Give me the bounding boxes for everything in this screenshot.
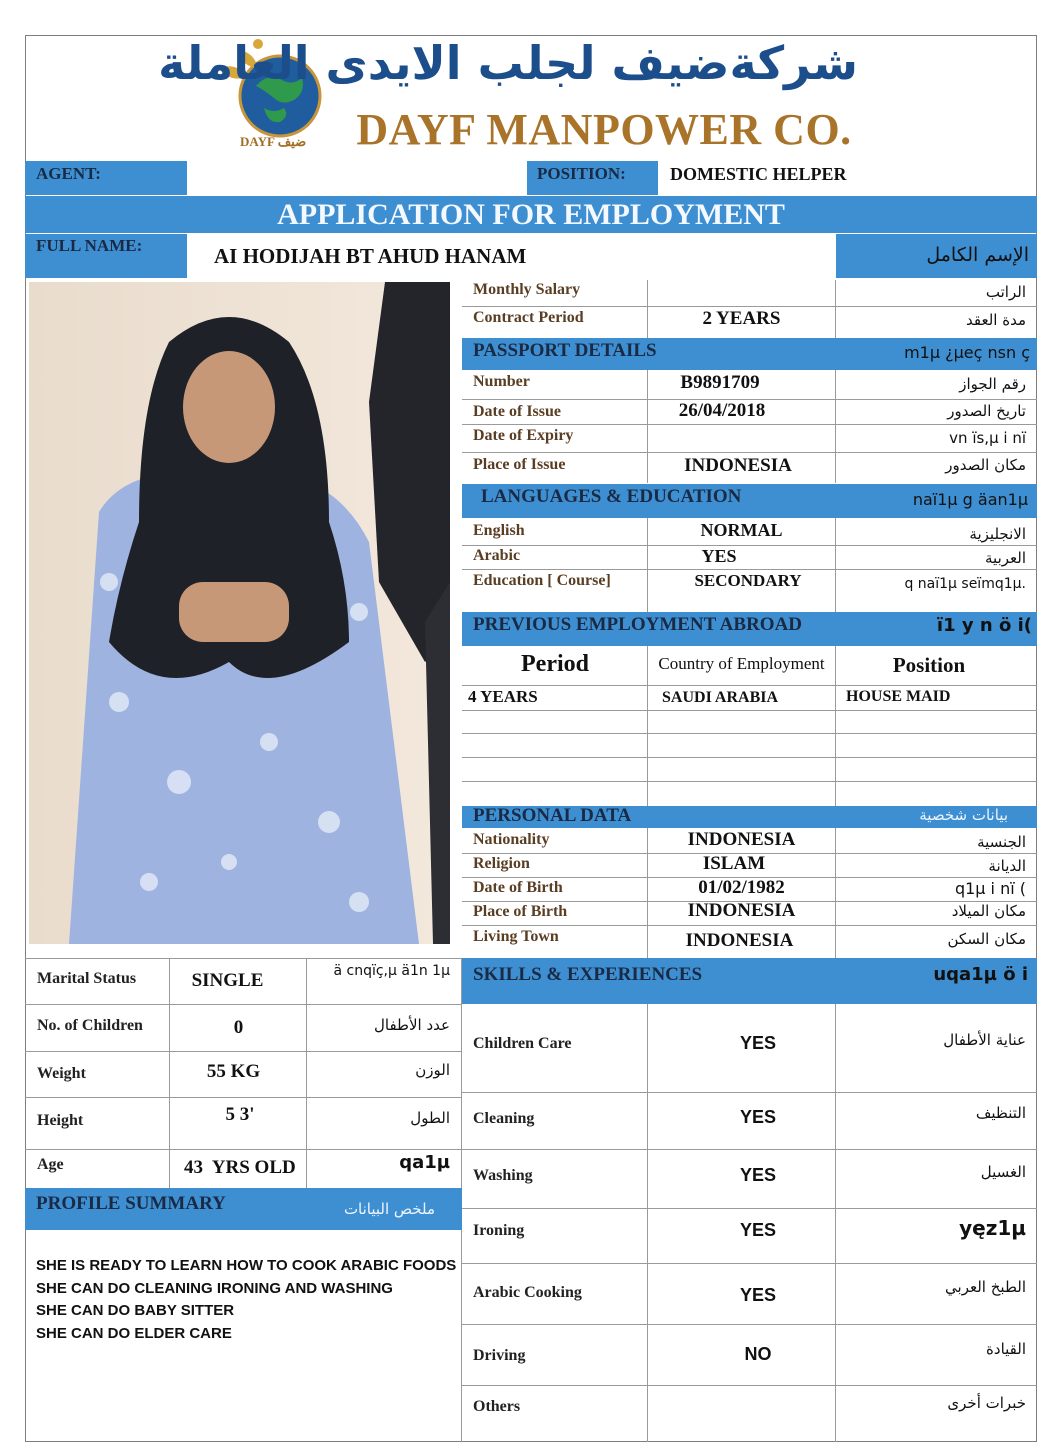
- date-of-birth-arabic: ) q1µ i nï: [954, 879, 1026, 898]
- age-label: Age: [37, 1156, 64, 1173]
- logo-caption: DAYF ضيف: [240, 134, 307, 149]
- english-value: NORMAL: [700, 520, 783, 540]
- children-value: 0: [233, 1017, 244, 1038]
- previous-position-1: HOUSE MAID: [846, 688, 951, 705]
- living-town-label: Living Town: [473, 928, 559, 945]
- company-english-name: DAYF MANPOWER CO.: [356, 105, 852, 154]
- row-line: [25, 1097, 462, 1098]
- left-table-top: [25, 958, 462, 959]
- nationality-label: Nationality: [473, 831, 550, 848]
- company-arabic-name: شركةضيف لجلب الايدى العاملة: [158, 36, 858, 90]
- age-arabic: qa1µ: [399, 1152, 450, 1173]
- height-label: Height: [37, 1112, 84, 1129]
- previous-heading: PREVIOUS EMPLOYMENT ABROAD: [473, 614, 803, 635]
- place-of-birth-arabic: مكان الميلاد: [951, 902, 1026, 920]
- col-position: Position: [892, 653, 966, 677]
- skill-others-label: Others: [473, 1398, 521, 1415]
- skill-others-arabic: خبرات أخرى: [947, 1394, 1026, 1412]
- row-line: [25, 1149, 462, 1150]
- weight-label: Weight: [37, 1065, 86, 1082]
- row-line: [25, 1004, 462, 1005]
- skill-cleaning-value: YES: [739, 1107, 777, 1127]
- nationality-arabic: الجنسية: [977, 833, 1026, 851]
- skill-ironing-label: Ironing: [473, 1222, 525, 1239]
- date-of-birth-label: Date of Birth: [473, 879, 563, 896]
- living-town-value: INDONESIA: [685, 930, 794, 951]
- skill-ironing-value: YES: [739, 1220, 777, 1240]
- skills-heading: SKILLS & EXPERIENCES: [473, 964, 703, 985]
- skill-washing-arabic: الغسيل: [980, 1163, 1026, 1181]
- row-line: [462, 710, 1037, 711]
- languages-heading: LANGUAGES & EDUCATION: [481, 486, 742, 507]
- row-line: [462, 569, 1037, 570]
- passport-number-label: Number: [473, 373, 530, 390]
- row-line: [462, 733, 1037, 734]
- arabic-arabic: العربية: [985, 549, 1026, 567]
- arabic-label: Arabic: [473, 547, 521, 564]
- profile-line-1: SHE IS READY TO LEARN HOW TO COOK ARABIC FOODS: [36, 1257, 457, 1274]
- skill-arabic-cooking-label: Arabic Cooking: [473, 1284, 582, 1301]
- weight-value: 55 KG: [206, 1061, 261, 1082]
- row-line: [25, 1051, 462, 1052]
- living-town-arabic: مكان السكن: [947, 930, 1026, 948]
- marital-status-label: Marital Status: [37, 970, 137, 987]
- children-label: No. of Children: [37, 1017, 143, 1034]
- position-label: POSITION:: [537, 164, 626, 183]
- contract-period-arabic: مدة العقد: [966, 311, 1026, 329]
- row-line: [462, 306, 1037, 307]
- monthly-salary-label: Monthly Salary: [473, 281, 581, 298]
- skill-cleaning-arabic: التنظيف: [975, 1104, 1026, 1122]
- row-line: [462, 1149, 1037, 1150]
- height-arabic: الطول: [410, 1109, 450, 1127]
- profile-line-2: SHE CAN DO CLEANING IRONING AND WASHING: [36, 1280, 393, 1297]
- row-line: [462, 685, 1037, 686]
- previous-country-1: SAUDI ARABIA: [662, 689, 779, 706]
- passport-heading: PASSPORT DETAILS: [473, 340, 657, 361]
- weight-arabic: الوزن: [415, 1061, 450, 1079]
- place-of-birth-label: Place of Birth: [473, 903, 568, 920]
- profile-line-3: SHE CAN DO BABY SITTER: [36, 1302, 235, 1319]
- row-line: [462, 1263, 1037, 1264]
- place-of-issue-label: Place of Issue: [473, 456, 566, 473]
- col-country: Country of Employment: [658, 654, 825, 673]
- col-period: Period: [521, 651, 589, 677]
- english-arabic: الانجليزية: [969, 525, 1026, 543]
- personal-heading-arabic: بيانات شخصية: [919, 806, 1008, 824]
- row-line: [462, 925, 1037, 926]
- date-of-expiry-label: Date of Expiry: [473, 427, 574, 444]
- date-of-issue-label: Date of Issue: [473, 403, 561, 420]
- applicant-photo: [29, 282, 450, 944]
- marital-status-arabic: ä cnqïç,µ ä1n 1µ: [333, 963, 450, 979]
- contract-period-value: 2 YEARS: [702, 308, 781, 329]
- arabic-value: YES: [701, 546, 737, 566]
- place-of-issue-value: INDONESIA: [684, 455, 792, 476]
- languages-heading-arabic: naï1µ g äan1µ: [912, 490, 1028, 509]
- agent-label: AGENT:: [36, 164, 101, 183]
- religion-arabic: الديانة: [988, 857, 1026, 875]
- date-of-birth-value: 01/02/1982: [698, 877, 785, 898]
- education-label: Education [ Course]: [473, 572, 611, 589]
- full-name-arabic: الإسم الكامل: [926, 244, 1029, 266]
- date-of-issue-value: 26/04/2018: [678, 400, 766, 421]
- full-name-value: AI HODIJAH BT AHUD HANAM: [214, 244, 527, 268]
- passport-number-arabic: رقم الجواز: [959, 375, 1026, 393]
- skill-driving-label: Driving: [473, 1347, 526, 1364]
- row-line: [462, 757, 1037, 758]
- left-divider-2: [306, 958, 307, 1188]
- personal-heading: PERSONAL DATA: [473, 805, 632, 826]
- row-line: [462, 1208, 1037, 1209]
- skill-ironing-arabic: yęz1µ: [959, 1216, 1026, 1240]
- previous-heading-arabic: )ï1 y n ö i: [936, 615, 1032, 636]
- row-line: [462, 1324, 1037, 1325]
- children-arabic: عدد الأطفال: [374, 1016, 450, 1034]
- english-label: English: [473, 522, 525, 539]
- passport-heading-arabic: m1µ ¿µeç nsn ç: [904, 343, 1030, 362]
- row-line: [462, 1385, 1037, 1386]
- height-value: 5 3': [225, 1104, 255, 1125]
- nationality-value: INDONESIA: [687, 829, 796, 850]
- monthly-salary-arabic: الراتب: [985, 283, 1026, 301]
- place-of-issue-arabic: مكان الصدور: [945, 456, 1026, 474]
- skill-arabic-cooking-value: YES: [739, 1285, 777, 1305]
- profile-line-4: SHE CAN DO ELDER CARE: [36, 1325, 232, 1342]
- date-of-issue-arabic: تاريخ الصدور: [947, 402, 1026, 420]
- skill-children-care-arabic: عناية الأطفال: [943, 1031, 1026, 1049]
- marital-status-value: SINGLE: [191, 970, 264, 991]
- form-title: APPLICATION FOR EMPLOYMENT: [277, 198, 785, 231]
- skill-washing-value: YES: [739, 1165, 777, 1185]
- passport-number-value: B9891709: [680, 372, 760, 393]
- age-value: 43 YRS OLD: [184, 1157, 296, 1178]
- place-of-birth-value: INDONESIA: [687, 900, 796, 921]
- full-name-label: FULL NAME:: [36, 236, 143, 255]
- previous-period-1: 4 YEARS: [468, 687, 538, 706]
- education-value: SECONDARY: [694, 571, 802, 590]
- skill-children-care-value: YES: [739, 1033, 777, 1053]
- skill-cleaning-label: Cleaning: [473, 1110, 535, 1127]
- religion-value: ISLAM: [702, 853, 766, 874]
- education-arabic: .q naï1µ seïmq1µ: [904, 576, 1026, 592]
- skill-driving-value: NO: [744, 1344, 772, 1364]
- skill-washing-label: Washing: [473, 1167, 533, 1184]
- profile-heading-arabic: ملخص البيانات: [343, 1200, 435, 1218]
- skill-children-care-label: Children Care: [473, 1035, 572, 1052]
- row-line: [462, 1092, 1037, 1093]
- profile-heading: PROFILE SUMMARY: [36, 1193, 226, 1214]
- row-line: [462, 424, 1037, 425]
- row-line: [462, 781, 1037, 782]
- skill-arabic-cooking-arabic: الطبخ العربي: [945, 1278, 1026, 1296]
- position-value: DOMESTIC HELPER: [670, 164, 847, 184]
- date-of-expiry-arabic: vn ïs,µ i nï: [949, 429, 1026, 447]
- skills-heading-arabic: uqa1µ ö i: [933, 964, 1028, 985]
- row-line: [462, 452, 1037, 453]
- skill-driving-arabic: القيادة: [986, 1340, 1026, 1358]
- contract-period-label: Contract Period: [473, 309, 584, 326]
- religion-label: Religion: [473, 855, 530, 872]
